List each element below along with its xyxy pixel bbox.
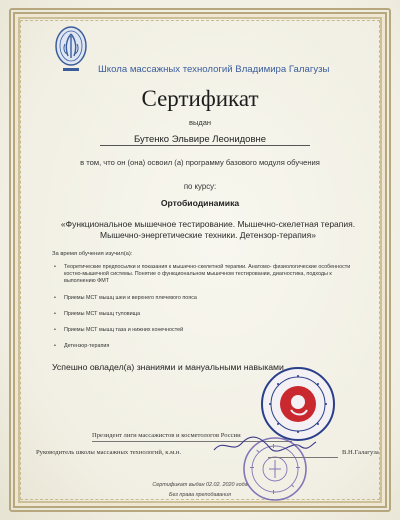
school-head-label: Руководитель школы массажных технологий, к.м.н. [36,449,182,456]
topic-text: Приемы МСТ мышц шеи и верхнего плечевого пояса [64,295,197,301]
bullet-icon: • [54,327,56,333]
issued-to-label: выдан [188,118,212,127]
recipient-name: Бутенко Эльвире Леонидовне [133,134,267,145]
signer-name: В.Н.Галагуза [342,449,379,456]
league-president-label: Президент лиги массажистов и косметологов России [92,432,241,439]
bullet-icon: • [54,343,56,349]
course-description: «Функциональное мышечное тестирование. Мышечно-скелетная терапия. Мышечно-энергетические техники. Детензор-терапия» [60,219,356,240]
topic-text: Детензор-терапия [64,343,110,349]
school-head-signature-line [268,457,338,458]
topic-text: Приемы МСТ мышц туловища [64,311,141,317]
success-text: Успешно овладел(а) знаниями и мануальными навыками [52,362,284,372]
school-name: Школа массажных технологий Владимира Галагузы [98,64,330,75]
league-seal-icon [260,366,336,442]
studied-label: За время обучения изучил(а): [52,251,133,257]
bullet-icon: • [54,264,56,270]
issued-date: Сертификат выдан 02.02. 2020 года [152,482,248,488]
topic-text: Приемы МСТ мышц таза и нижних конечностей [64,327,184,333]
course-label: по курсу: [183,182,217,191]
school-logo-icon [54,26,88,76]
no-teaching-right: Без права преподавания [168,492,232,498]
bullet-icon: • [54,295,56,301]
topic-text: Теоретические предпосылки и показания к мышечно-скелетной терапии. Анатомо- физиологические особенности костно-мышечной системы. Понятие о функциональном мышечном тестировании, диагностика, подходы к выполнению ФМТ [64,264,351,285]
mastered-text: в том, что он (она) освоил (а) программу базового модуля обучения [80,158,320,167]
course-name: Ортобиодинамика [160,198,240,208]
certificate-title: Сертификат [141,86,259,111]
bullet-icon: • [54,311,56,317]
